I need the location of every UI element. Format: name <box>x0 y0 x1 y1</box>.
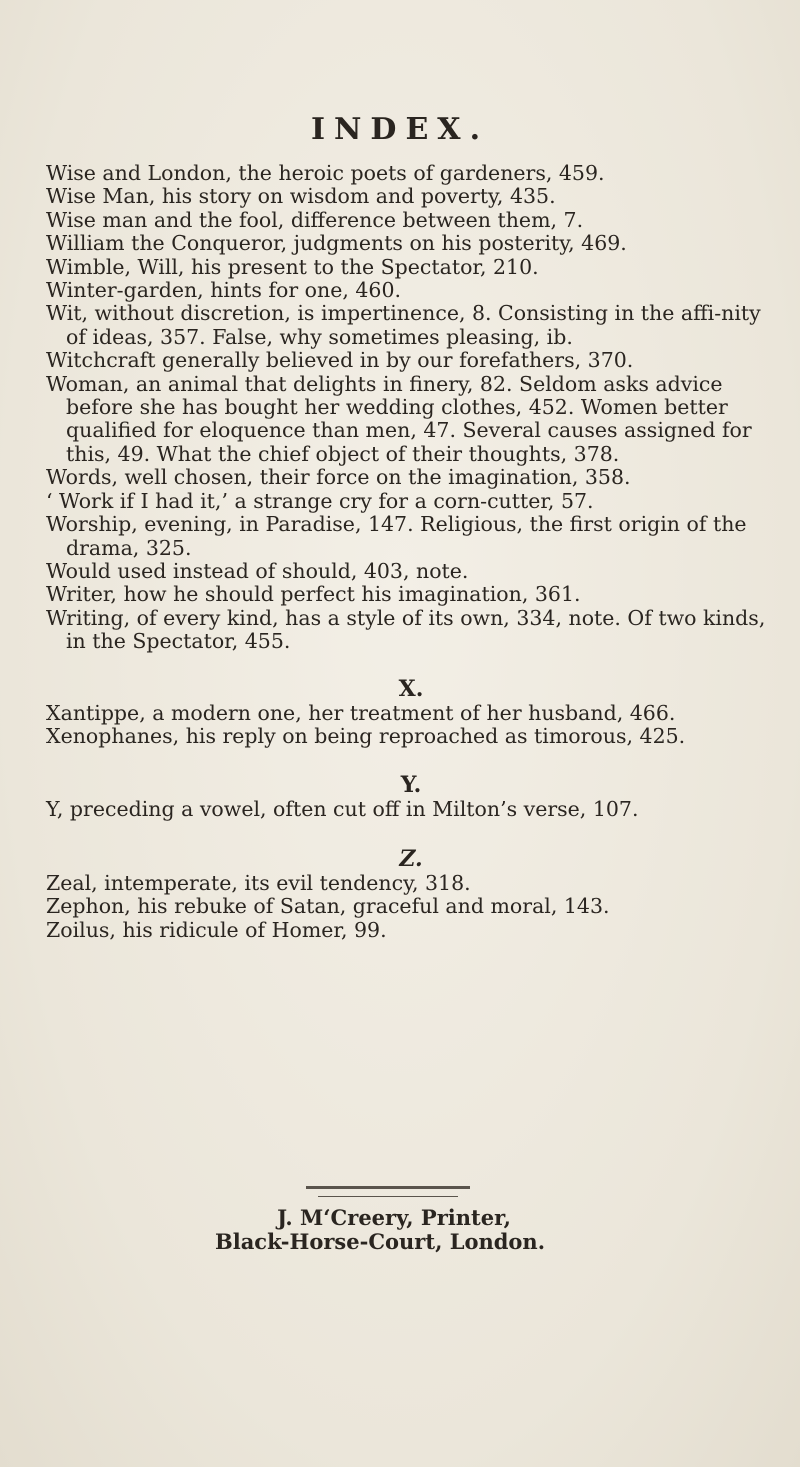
index-entries <box>46 162 776 942</box>
index-entry: Wise and London, the heroic poets of gardeners, 459. <box>46 161 605 185</box>
index-entry: Xantippe, a modern one, her treatment of her husband, 466. <box>46 700 676 725</box>
page-heading: INDEX. <box>310 112 490 147</box>
index-entry: Writing, of every kind, has a style of its own, 334, note. Of two kinds, in the Spectator, 455. <box>46 605 766 654</box>
index-entry: Y, preceding a vowel, often cut off in Milton’s verse, 107. <box>46 797 639 822</box>
index-entry: William the Conqueror, judgments on his posterity, 469. <box>46 231 627 256</box>
index-entry: Words, well chosen, their force on the imagination, 358. <box>46 465 631 490</box>
index-entry: ‘ Work if I had it,’ a strange cry for a corn-cutter, 57. <box>46 488 594 513</box>
index-entry: Wise Man, his story on wisdom and poverty, 435. <box>46 184 556 209</box>
section-z <box>46 872 776 942</box>
section-letter-x: X. <box>398 675 424 702</box>
index-entry: Writer, how he should perfect his imagination, 361. <box>46 582 581 607</box>
printer-address: Black-Horse-Court, London. <box>214 1229 546 1254</box>
section-w <box>46 162 776 654</box>
index-entry: Zephon, his rebuke of Satan, graceful and moral, 143. <box>46 894 610 919</box>
divider-rule <box>306 1186 470 1189</box>
index-entry: Zoilus, his ridicule of Homer, 99. <box>46 917 387 942</box>
section-letter-y: Y. <box>400 772 422 799</box>
section-letter-z: Z. <box>399 845 423 872</box>
index-entry: Wise man and the fool, difference between them, 7. <box>46 207 584 232</box>
index-entry: Zeal, intemperate, its evil tendency, 318. <box>46 870 471 895</box>
index-entry: Worship, evening, in Paradise, 147. Religious, the first origin of the drama, 325. <box>46 512 747 560</box>
section-y <box>46 798 776 821</box>
index-entry: Winter-garden, hints for one, 460. <box>46 278 402 303</box>
index-entry: Wimble, Will, his present to the Spectator, 210. <box>46 254 539 279</box>
index-entry: Witchcraft generally believed in by our forefathers, 370. <box>46 348 634 373</box>
index-entry: Would used instead of should, 403, note. <box>46 558 469 583</box>
printer-name: J. M‘Creery, Printer, <box>277 1205 511 1230</box>
index-entry: Xenophanes, his reply on being reproached as timorous, 425. <box>46 723 686 748</box>
index-entry: Woman, an animal that delights in finery, 82. Seldom asks advice before she has bought her wedding clothes, 452. Women better qualified for eloquence than men, 47. Several causes assigned for this, 49. What the chief object of their thoughts, 378. <box>46 371 752 466</box>
section-x <box>46 702 776 749</box>
index-entry: Wit, without discretion, is impertinence, 8. Consisting in the affi-nity of ideas, 357. False, why sometimes pleasing, ib. <box>46 301 761 349</box>
divider-rule <box>318 1196 458 1197</box>
